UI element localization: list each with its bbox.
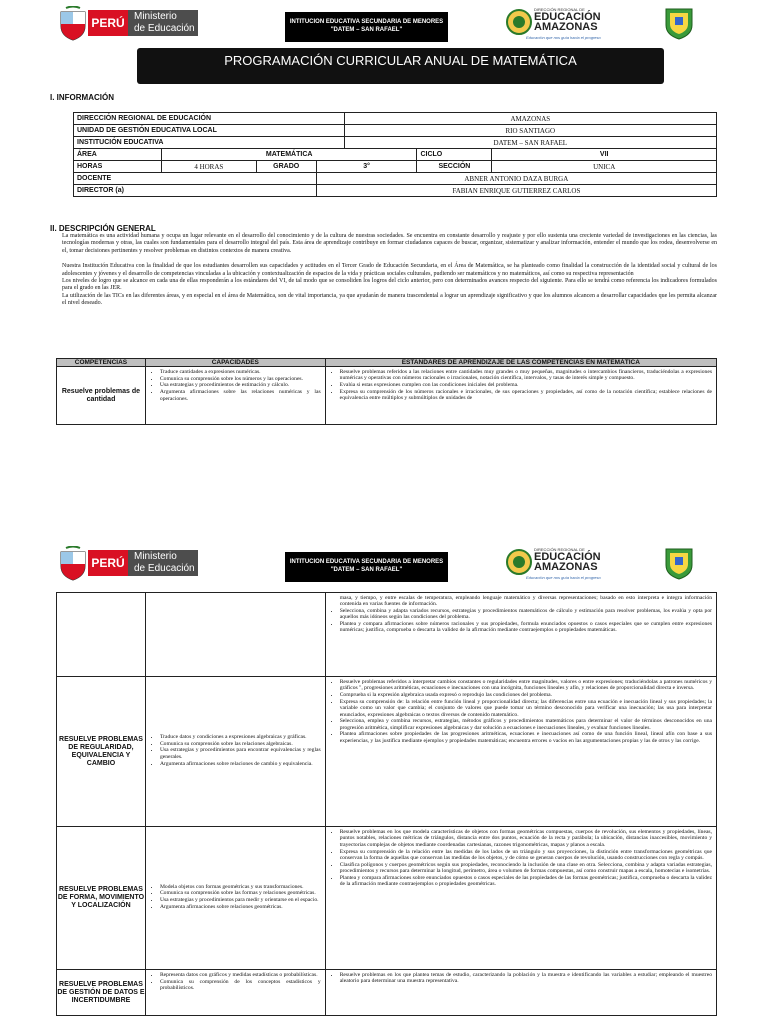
document-page-1	[0, 0, 768, 470]
institution-line-1: INTITUCION EDUCATIVA SECUNDARIA DE MENORES	[289, 19, 444, 25]
competency-row-cantidad	[57, 367, 717, 425]
competency-name: RESUELVE PROBLEMAS DE REGULARIDAD, EQUIVALENCIA Y CAMBIO	[57, 677, 146, 827]
ugel-label: UNIDAD DE GESTIÓN EDUCATIVA LOCAL	[74, 125, 345, 137]
competencies-table	[56, 358, 717, 425]
capacity-item: • Usa estrategias y procedimientos de estimación y cálculo.	[160, 382, 321, 388]
standards-cell	[325, 367, 716, 425]
info-row-area	[74, 149, 717, 161]
standard-item: • Expresa su comprensión de los números racionales e irracionales, de sus operaciones y propiedades, así como de la notación científica; establece relaciones de equivalencia entre múltiplos y submúltiplos de unidades de	[340, 389, 712, 402]
competency-row-regularidad	[57, 677, 717, 827]
capacity-item: • Comunica su comprensión de los conceptos estadísticos y probabilísticos.	[160, 979, 321, 992]
page-gap	[0, 470, 768, 540]
capacities-cell	[145, 827, 325, 970]
standard-item: • Expresa su comprensión de: la relación entre función lineal y proporcionalidad directa; las diferencias entre una ecuación e inecuación lineal y sus propiedades; la variable como un valor que cambia; el conjunto de valores que puede tomar un término desconocido para verificar una inecuación; las usa para interpretar enunciados, expresiones algebraicas o textos diversos de contenido matemático.	[340, 699, 712, 718]
ministry-line-1: Ministerio	[134, 11, 177, 22]
institution-banner	[285, 552, 448, 582]
ugel-value: RIO SANTIAGO	[344, 125, 716, 137]
standards-cell	[325, 677, 716, 827]
standard-item: • Expresa su comprensión de la relación entre las medidas de los lados de un triángulo y sus proyecciones, la distinción entre transformaciones geométricas que conservan la forma de aquellas que conservan las medidas de los objetos, y de cómo se generan cuerpos de revolución, usando construcciones con regla y compás.	[340, 849, 712, 862]
director-value: FABIAN ENRIQUE GUTIERREZ CARLOS	[316, 185, 716, 197]
competency-name: Resuelve problemas de cantidad	[57, 367, 146, 425]
capacities-cell	[145, 367, 325, 425]
capacity-item: • Argumenta afirmaciones sobre las relaciones numéricas y las operaciones.	[160, 389, 321, 402]
info-row-horas	[74, 161, 717, 173]
description-paragraph: La utilización de las TICs en las diferentes áreas, y en especial en el área de Matemática, son de vital importancia, ya que ayudarán de manera trascendental a lograr un aprendizaje significativo y que los alumnos alcancen a desarrollar capacidades que les permita alcanzar el nivel deseado.	[62, 292, 717, 307]
ministry-label	[128, 10, 198, 36]
capacity-item: • Representa datos con gráficos y medidas estadísticas o probabilísticas.	[160, 972, 321, 978]
capacity-item: • Comunica su comprensión sobre las formas y relaciones geométricas.	[160, 890, 321, 896]
standards-cell	[325, 827, 716, 970]
docente-label: DOCENTE	[74, 173, 317, 185]
drea-emblem-icon	[506, 547, 532, 577]
horas-value: 4 HORAS	[161, 161, 256, 173]
docente-value: ABNER ANTONIO DAZA BURGA	[316, 173, 716, 185]
drea-logo	[506, 5, 606, 43]
standard-item: • Selecciona, combina y adapta variados recursos, estrategias y procedimientos matemáticos de cálculo y estimación para resolver problemas, los evalúa y opta por aquellos más idóneos según las condiciones del problema.	[340, 608, 712, 621]
competency-row-cantidad-continued	[57, 593, 717, 677]
peru-label: PERÚ	[88, 550, 128, 576]
capacities-cell	[145, 677, 325, 827]
document-page-2	[0, 540, 768, 1024]
ministry-label	[128, 550, 198, 576]
competency-name: RESUELVE PROBLEMAS DE FORMA, MOVIMIENTO Y LOCALIZACIÓN	[57, 827, 146, 970]
dre-label: DIRECCIÓN REGIONAL DE EDUCACIÓN	[74, 113, 345, 125]
header-capacidades: CAPACIDADES	[145, 359, 325, 367]
dre-value: AMAZONAS	[344, 113, 716, 125]
ciclo-value: VII	[492, 149, 717, 161]
standard-item: • Clasifica polígonos y cuerpos geométricos según sus propiedades, reconociendo la inclusión de una clase en otra. Selecciona, combina y adapta variadas estrategias, procedimientos y recursos para determinar la longitud, perímetro, área o volumen de formas compuestas, así como construir mapas a escala, homotecias e isometrías.	[340, 862, 712, 875]
section-description-title: II. DESCRIPCIÓN GENERAL	[50, 224, 156, 233]
ie-value: DATEM – SAN RAFAEL	[344, 137, 716, 149]
capacity-item: • Traduce cantidades a expresiones numéricas.	[160, 369, 321, 375]
school-badge-icon	[664, 545, 694, 581]
grado-label: GRADO	[256, 161, 316, 173]
standard-item: • Resuelve problemas en los que plantea temas de estudio, caracterizando la población y la muestra e identificando las variables a estudiar; empleando el muestreo aleatorio para determinar una muestra representativa.	[340, 972, 712, 985]
description-text	[62, 233, 717, 308]
info-table	[73, 112, 717, 197]
header-estandares: ESTANDARES DE APRENDIZAJE DE LAS COMPETENCIAS EN MATEMÁTICA	[325, 359, 716, 367]
standard-continuation: masa, y tiempo, y entre escalas de temperatura, empleando lenguaje matemático y diversas representaciones; basado en esto interpreta e integra información contenida en varias fuentes de información.	[339, 595, 712, 608]
seccion-value: UNICA	[492, 161, 717, 173]
standards-cell	[325, 970, 716, 1016]
grado-value: 3°	[316, 161, 417, 173]
competency-name: RESUELVE PROBLEMAS DE GESTIÓN DE DATOS E INCERTIDUMBRE	[57, 970, 146, 1016]
info-row-ugel	[74, 125, 717, 137]
drea-tagline: Educación que nos guía hacia el progreso	[526, 35, 601, 40]
capacities-cell	[145, 970, 325, 1016]
standard-item: • Evalúa si estas expresiones cumplen con las condiciones iniciales del problema.	[340, 382, 712, 388]
drea-line-1: EDUCACIÓN	[534, 551, 601, 563]
page-header	[0, 540, 768, 586]
drea-line-1: EDUCACIÓN	[534, 11, 601, 23]
standard-item: • Plantea y compara afirmaciones sobre enunciados opuestos o casos especiales de las propiedades de las formas geométricas; justifica, comprueba o descarta la validez de la afirmación mediante contraejemplos o propiedades geométricas.	[340, 875, 712, 888]
standard-item: • Resuelve problemas en los que modela características de objetos con formas geométricas compuestas, cuerpos de revolución, sus elementos y propiedades, líneas, puntos notables, relaciones métricas de triángulos, distancia entre dos puntos, ecuación de la recta y parábola; la ubicación, distancias inaccesibles, movimiento y trayectorias complejas de objetos mediante coordenadas cartesianas, razones trigonométricas, mapas y planos a escala.	[340, 829, 712, 848]
seccion-label: SECCIÓN	[417, 161, 492, 173]
horas-label: HORAS	[74, 161, 162, 173]
capacity-item: • Comunica su comprensión sobre las relaciones algebraicas.	[160, 741, 321, 747]
peru-coat-of-arms-icon	[58, 6, 88, 42]
ie-label: INSTITUCIÓN EDUCATIVA	[74, 137, 345, 149]
capacity-item: • Argumenta afirmaciones sobre relaciones de cambio y equivalencia.	[160, 761, 321, 767]
standard-item: • Plantea afirmaciones sobre propiedades de las progresiones aritméticas, ecuaciones e inecuaciones así como de una función lineal, lineal afín con base a sus experiencias, y las justifica mediante ejemplos y propiedades matemáticas; encuentra errores o vacíos en las argumentaciones propias y las de otros y las corrige.	[340, 731, 712, 744]
peru-coat-of-arms-icon	[58, 546, 88, 582]
capacity-item: • Traduce datos y condiciones a expresiones algebraicas y gráficas.	[160, 734, 321, 740]
capacity-item: • Argumenta afirmaciones sobre relaciones geométricas.	[160, 904, 321, 910]
director-label: DIRECTOR (a)	[74, 185, 317, 197]
description-paragraph: Los niveles de logro que se alcance en cada una de ellas responderán a los estándares del VI, de tal modo que se consoliden los logros del ciclo anterior, pero con determinados avances respecto del siguiente. Para ello se tendrá como referencia los indicadores formulados para el grado en las JER.	[62, 278, 717, 292]
standard-item: • Comprueba si la expresión algebraica usada expresó o reprodujo las condiciones del problema.	[340, 692, 712, 698]
standard-item: • Plantea y compara afirmaciones sobre números racionales y sus propiedades, formula enunciados opuestos o casos especiales que se cumplen entre expresiones numéricas; justifica, comprueba o descarta la validez de la afirmación mediante contraejemplos o propiedades matemáticas.	[340, 621, 712, 634]
peru-label: PERÚ	[88, 10, 128, 36]
institution-line-2: "DATEM – SAN RAFAEL"	[330, 27, 403, 33]
page-header	[0, 0, 768, 46]
school-badge-icon	[664, 5, 694, 41]
capacity-item: • Usa estrategias y procedimientos para medir y orientarse en el espacio.	[160, 897, 321, 903]
description-paragraph: Nuestra Institución Educativa con la finalidad de que los estudiantes desarrollen sus capacidades y actitudes en el Tercer Grado de Educación Secundaria, en el Área de Matemática, se ha planteado como finalidad la construcción de la identidad social y cultural de los adolescentes y jóvenes y el desarrollo de competencias vinculadas a la ubicación y contextualización de espacios de la vida y prácticas sociales culturales, pudiendo ser matemáticos y no matemáticos, así como su respectiva representación	[62, 263, 717, 277]
drea-small-text: DIRECCIÓN REGIONAL DE	[534, 547, 585, 552]
drea-small-text: DIRECCIÓN REGIONAL DE	[534, 7, 585, 12]
standard-item: • Selecciona, emplea y combina recursos, estrategias, métodos gráficos y procedimientos matemáticos para determinar el valor de términos desconocidos en una progresión aritmética, simplificar expresiones algebraicas y dar solución a ecuaciones e inecuaciones lineales, y evaluar funciones lineales.	[340, 718, 712, 731]
competencies-table-continued	[56, 592, 717, 1016]
competency-name-empty	[57, 593, 146, 677]
area-value: MATEMÁTICA	[161, 149, 417, 161]
drea-tagline: Educación que nos guía hacia el progreso	[526, 575, 601, 580]
drea-line-2: AMAZONAS	[534, 561, 598, 573]
ciclo-label: CICLO	[417, 149, 492, 161]
area-label: ÁREA	[74, 149, 162, 161]
ministry-line-2: de Educación	[134, 23, 195, 34]
info-row-director	[74, 185, 717, 197]
capacities-cell-empty	[145, 593, 325, 677]
competency-row-datos	[57, 970, 717, 1016]
institution-line-2: "DATEM – SAN RAFAEL"	[330, 567, 403, 573]
capacity-item: • Comunica su comprensión sobre los números y las operaciones.	[160, 376, 321, 382]
capacity-item: • Modela objetos con formas geométricas y sus transformaciones.	[160, 884, 321, 890]
header-competencias: COMPETENCIAS	[57, 359, 146, 367]
standard-item: • Resuelve problemas referidos a interpretar cambios constantes o regularidades entre magnitudes, valores o entre expresiones; traduciéndolas a patrones numéricos y gráficos ", progresiones aritméticas, ecuaciones e inecuaciones con una incógnita, funciones lineales y afín, y relaciones de proporcionalidad directa e inversa.	[340, 679, 712, 692]
competency-row-forma	[57, 827, 717, 970]
drea-emblem-icon	[506, 7, 532, 37]
ministry-line-2: de Educación	[134, 563, 195, 574]
info-row-ie	[74, 137, 717, 149]
info-row-dre	[74, 113, 717, 125]
drea-logo	[506, 545, 606, 583]
competencies-header-row	[57, 359, 717, 367]
ministry-line-1: Ministerio	[134, 551, 177, 562]
drea-line-2: AMAZONAS	[534, 21, 598, 33]
institution-banner	[285, 12, 448, 42]
page-title: PROGRAMACIÓN CURRICULAR ANUAL DE MATEMÁTICA	[137, 48, 664, 84]
standard-item: • Resuelve problemas referidos a las relaciones entre cantidades muy grandes o muy pequeñas, magnitudes o intercambios financieros, traduciéndolas a expresiones numéricas y operativas con números racionales o irracionales, notación científica, intervalos, y tasas de interés simple y compuesto.	[340, 369, 712, 382]
section-info-title: I. INFORMACIÓN	[50, 93, 114, 102]
info-row-docente	[74, 173, 717, 185]
institution-line-1: INTITUCION EDUCATIVA SECUNDARIA DE MENORES	[289, 559, 444, 565]
capacity-item: • Usa estrategias y procedimientos para encontrar equivalencias y reglas generales.	[160, 747, 321, 760]
standards-cell	[325, 593, 716, 677]
description-paragraph: La matemática es una actividad humana y ocupa un lugar relevante en el desarrollo del conocimiento y de la cultura de nuestras sociedades. Se encuentra en constante desarrollo y reajuste y por ello sustenta una creciente variedad de investigaciones en las ciencias, las tecnologías modernas y otras, las cuales son fundamentales para el desarrollo integral del país. Esta área de aprendizaje contribuye en formar ciudadanos capaces de buscar, organizar, sistematizar y analizar información, entender el mundo que los rodea, desenvolverse en el, tomar decisiones pertinentes y resolver problemas en distintos contextos de manera creativa.	[62, 233, 717, 254]
